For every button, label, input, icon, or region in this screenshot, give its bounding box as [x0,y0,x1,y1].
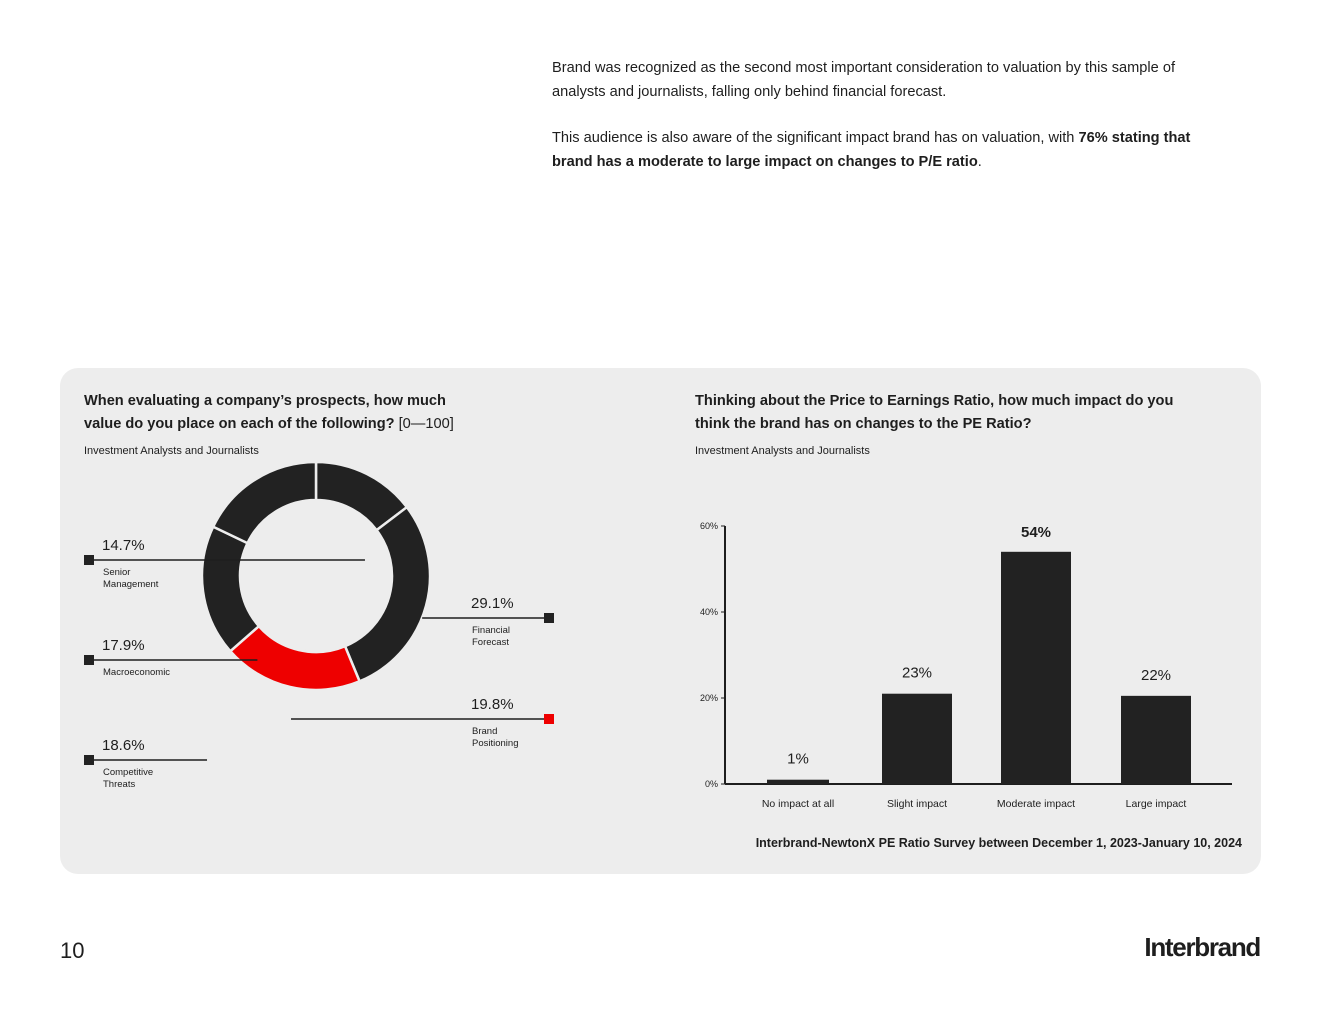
donut-value-label: 17.9% [102,637,145,654]
bar-y-tick-label: 0% [704,779,718,789]
donut-category-label: Positioning [472,738,519,749]
donut-legend-square [84,755,94,765]
intro-text [552,56,1212,196]
donut-legend-square [544,714,554,724]
donut-label-competitive-threats [84,737,207,790]
donut-category-label: Senior [103,567,131,578]
bar-y-tick-label: 60% [699,521,718,531]
bar-chart [680,500,1280,820]
bar-value-label: 23% [901,664,933,682]
bar-no-impact-at-all [767,780,829,784]
intro-paragraph-2 [552,126,1212,174]
bar-category-label: No impact at all [761,798,835,810]
intro-paragraph-1: Brand was recognized as the second most important consideration to valuation by this sample of analysts and journalists, falling only behind financial forecast. [552,60,1176,100]
donut-category-label: Brand [472,726,498,737]
bar-value-label: 22% [1140,666,1172,684]
bar-category-label: Slight impact [886,798,948,810]
donut-legend-square [84,555,94,565]
source-note: Interbrand-NewtonX PE Ratio Survey between December 1, 2023-January 10, 2024 [755,836,1242,850]
donut-value-label: 29.1% [471,595,514,612]
donut-question-text: When evaluating a company’s prospects, how much value do you place on each of the following? [84,393,446,432]
bar-chart-question: Thinking about the Price to Earnings Ratio, how much impact do you think the brand has on changes to the PE Ratio? [695,393,1174,432]
donut-question-range: [0—100] [398,416,454,432]
interbrand-logo: Interbrand [1144,932,1260,962]
donut-label-financial-forecast [422,595,554,648]
donut-slice-financial-forecast [345,507,430,681]
bar-value-label: 54% [1020,523,1052,541]
donut-value-label: 18.6% [102,737,145,754]
bar-value-label: 1% [787,750,809,768]
donut-category-label: Financial [472,625,511,636]
bar-chart-subtitle: Investment Analysts and Journalists [695,445,870,457]
bar-y-tick-label: 20% [699,693,718,703]
donut-category-label: Management [103,579,159,590]
donut-category-label: Forecast [472,637,509,648]
page-number: 10 [60,938,85,963]
donut-chart-question [84,390,484,436]
bar-large-impact [1121,696,1191,784]
bar-slight-impact [882,694,952,784]
donut-category-label: Competitive [103,767,154,778]
intro-p2-highlight: 76% stating that brand has a moderate to large impact on changes to P/E ratio [552,130,1191,170]
bar-moderate-impact [1001,552,1071,784]
bar-y-tick-label: 40% [699,607,718,617]
donut-chart-subtitle: Investment Analysts and Journalists [84,445,259,457]
intro-p2-end: . [977,154,982,170]
bar-category-label: Large impact [1125,798,1187,810]
donut-label-brand-positioning [291,696,554,749]
donut-category-label: Threats [103,779,136,790]
donut-legend-square [544,613,554,623]
bar-category-label: Moderate impact [996,798,1076,810]
donut-value-label: 14.7% [102,537,145,554]
donut-category-label: Macroeconomic [103,667,171,678]
donut-legend-square [84,655,94,665]
donut-slice-competitive-threats [202,527,259,651]
intro-p2-text: This audience is also aware of the significant impact brand has on valuation, with [552,130,1079,146]
donut-chart [60,500,620,820]
donut-value-label: 19.8% [471,696,514,713]
